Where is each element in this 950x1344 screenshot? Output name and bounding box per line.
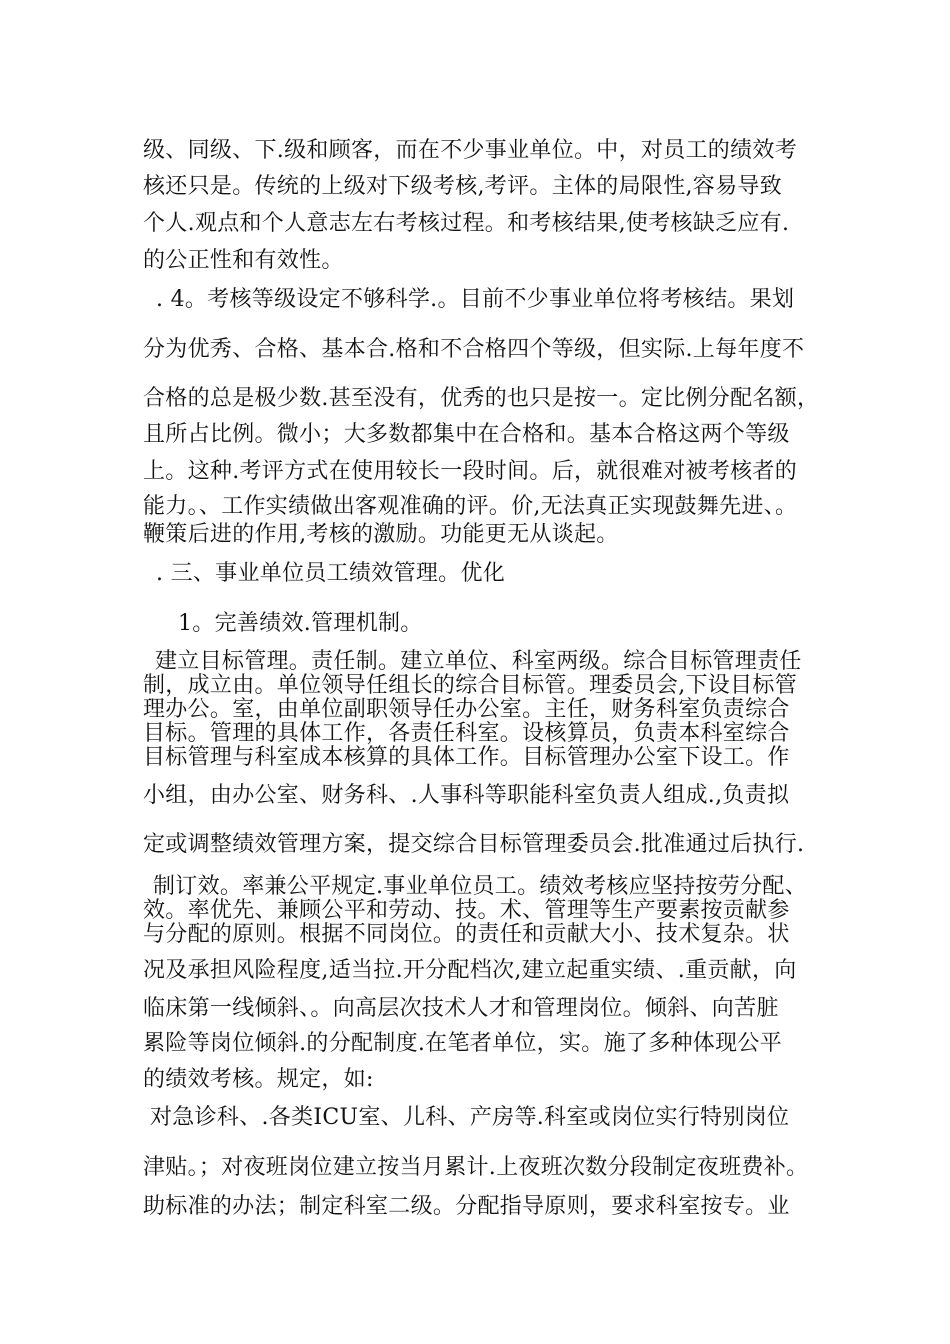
text-line: 个人.观点和个人意志左右考核过程。和考核结果,使考核缺乏应有.	[143, 211, 790, 236]
text-line: 目标管理与科室成本核算的具体工作。目标管理办公室下设工。作	[143, 745, 790, 770]
text-line: 累险等岗位倾斜.的分配制度.在笔者单位，实。施了多种体现公平	[143, 1031, 782, 1056]
text-line: 理办公。室，由单位副职领导任办公室。主任，财务科室负责综合	[143, 697, 790, 722]
text-line: 津贴。；对夜班岗位建立按当月累计.上夜班次数分段制定夜班费补。	[143, 1155, 809, 1180]
text-line: 级、同级、下.级和顾客，而在不少事业单位。中，对员工的绩效考	[143, 138, 797, 163]
text-line: 建立目标管理。责任制。建立单位、科室两级。综合目标管理责任	[155, 649, 802, 674]
text-line: 与分配的原则。根据不同岗位。的责任和贡献大小、技术复杂。状	[143, 922, 790, 947]
text-line: 小组，由办公室、财务科、.人事科等职能科室负责人组成.,负责拟	[143, 783, 790, 808]
text-line: . 4。考核等级设定不够科学.。目前不少事业单位将考核结。果划	[156, 287, 795, 312]
text-line: 上。这种.考评方式在使用较长一段时间。后，就很难对被考核者的	[143, 459, 797, 484]
text-line: 核还只是。传统的上级对下级考核,考评。主体的局限性,容易导致	[143, 174, 782, 199]
text-line: 临床第一线倾斜、。向高层次技术人才和管理岗位。倾斜、向苦脏	[143, 996, 779, 1021]
text-line: 且所占比例。微小；大多数都集中在合格和。基本合格这两个等级	[143, 422, 790, 447]
text-line: 合格的总是极少数.甚至没有，优秀的也只是按一。定比例分配名额，	[143, 386, 820, 411]
text-line: 鞭策后进的作用,考核的激励。功能更无从谈起。	[143, 522, 619, 547]
section-heading: . 三、事业单位员工绩效管理。优化	[156, 561, 506, 586]
text-line: 分为优秀、合格、基本合.格和不合格四个等级，但实际.上每年度不	[143, 337, 805, 362]
text-line: 制，成立由。单位领导任组长的综合目标管。理委员会,下设目标管	[143, 673, 797, 698]
text-line: 对急诊科、.各类ICU室、儿科、产房等.科室或岗位实行特别岗位	[150, 1105, 790, 1130]
text-line: 况及承担风险程度,适当拉.开分配档次,建立起重实绩、.重贡献，向	[143, 958, 797, 983]
text-line: 目标。管理的具体工作，各责任科室。设核算员，负责本科室综合	[143, 721, 790, 746]
text-line: 定或调整绩效管理方案，提交综合目标管理委员会.批准通过后执行.	[143, 832, 805, 857]
text-line: 的公正性和有效性。	[143, 248, 344, 273]
text-line: 能力。、工作实绩做出客观准确的评。价,无法真正实现鼓舞先进、。	[143, 494, 798, 519]
subsection-heading: 1。完善绩效.管理机制。	[178, 611, 423, 636]
text-line: 的绩效考核。规定，如:	[143, 1067, 374, 1092]
text-line: 制订效。率兼公平规定.事业单位员工。绩效考核应坚持按劳分配、	[153, 874, 807, 899]
text-line: 效。率优先、兼顾公平和劳动、技。术、管理等生产要素按贡献参	[143, 898, 790, 923]
text-line: 助标准的办法；制定科室二级。分配指导原则，要求科室按专。业	[143, 1194, 790, 1219]
